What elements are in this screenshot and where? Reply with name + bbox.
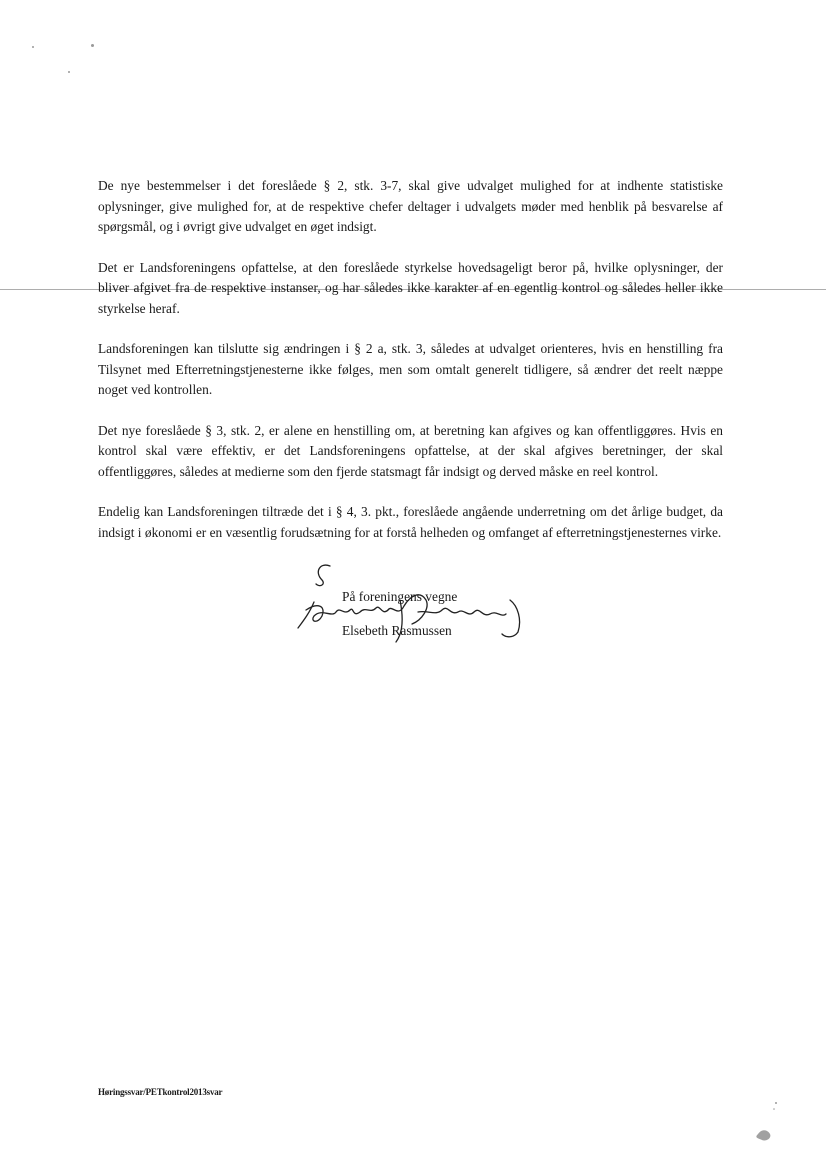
footer-file-reference: Høringssvar/PETkontrol2013svar — [98, 1087, 223, 1097]
signature-greeting: På foreningens vegne — [342, 589, 458, 604]
scan-speck — [91, 44, 94, 47]
paragraph-statistics: De nye bestemmelser i det foreslåede § 2, stk. 3-7, skal give udvalget mulighed for at indhente statistiske oplysninger, give mulighed for, at de respektive chefer deltager i udvalgets møder med henblik på besvarelse af spørgsmål, og i øvrigt give udvalget en øget indsigt. — [98, 178, 723, 234]
scan-speck — [32, 46, 34, 48]
scan-speck — [68, 71, 70, 73]
paragraph-reports: Det nye foreslåede § 3, stk. 2, er alene en henstilling om, at beretning kan afgives og kan offentliggøres. Hvis en kontrol skal være effektiv, er det Landsforeningens opfattelse, at der skal afgives beretninger, der skal offentliggøres, således at medierne som den fjerde statsmagt får indsigt og derved måske en reel kontrol. — [98, 422, 723, 479]
scan-smudge-icon — [752, 1100, 782, 1144]
paragraph-amendment: Landsforeningen kan tilslutte sig ændringen i § 2 a, stk. 3, således at udvalget orienteres, hvis en henstilling fra Tilsynet med Efterretningstjenesterne ikke følges, men som omtalt generelt tidligere, så ændrer det reelt næppe noget ved kontrollen. — [98, 341, 723, 397]
paragraph-budget: Endelig kan Landsforeningen tiltræde det i § 4, 3. pkt., foreslåede angående underretning om det årlige budget, da indsigt i økonomi er en væsentlig forudsætning for at forstå helheden og omfanget af efterretningstjenesternes virke. — [98, 504, 723, 540]
signatory-name: Elsebeth Rasmussen — [342, 623, 452, 638]
signature-block — [292, 560, 532, 650]
letter-body — [98, 176, 723, 563]
paragraph-opinion: Det er Landsforeningens opfattelse, at den foreslåede styrkelse hovedsageligt beror på, hvilke oplysninger, der bliver afgivet fra de respektive instanser, og har således ikke karakter af en egentlig kontrol og således heller ikke styrkelse heraf. — [98, 259, 723, 316]
